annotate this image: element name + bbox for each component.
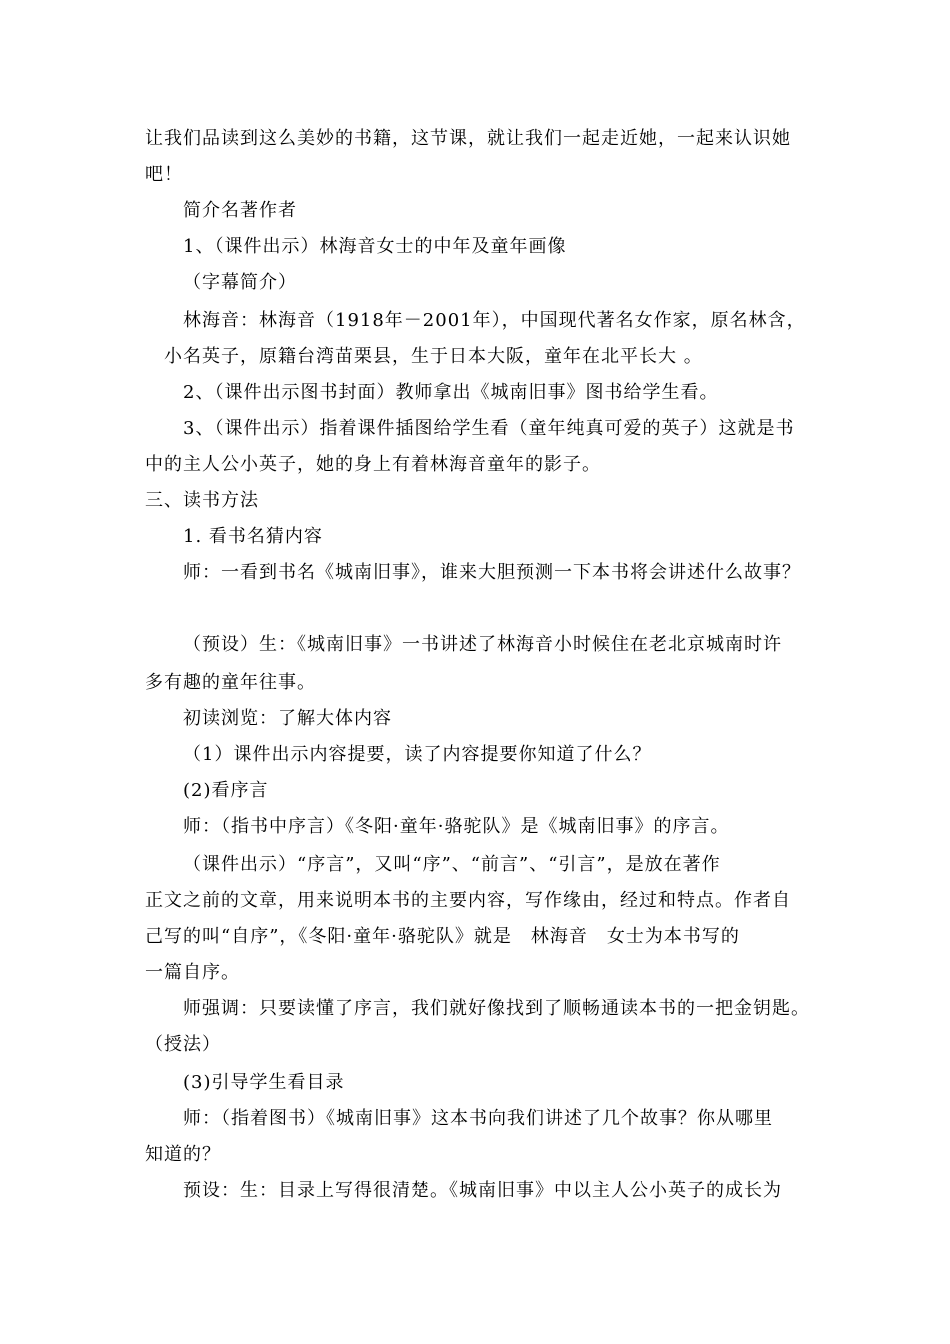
text-line: 1、（课件出示）林海音女士的中年及童年画像 bbox=[183, 236, 567, 257]
text-line: （预设）生：《城南旧事》一书讲述了林海音小时候住在老北京城南时许 bbox=[183, 634, 782, 655]
text-line: （课件出示）“序言”，又叫“序”、“前言”、“引言”，是放在著作 bbox=[183, 854, 721, 875]
text-line: 一篇自序。 bbox=[145, 962, 240, 983]
section-heading: 简介名著作者 bbox=[183, 200, 297, 221]
section-heading: 初读浏览：了解大体内容 bbox=[183, 708, 392, 729]
text-line: 林海音：林海音（1918年－2001年），中国现代著名女作家，原名林含， bbox=[183, 310, 806, 331]
text-line: 己写的叫“自序”，《冬阳·童年·骆驼队》就是 林海音 女士为本书写的 bbox=[145, 926, 740, 947]
text-line: （字幕简介） bbox=[183, 272, 297, 293]
text-line: 师：（指书中序言）《冬阳·童年·骆驼队》是《城南旧事》的序言。 bbox=[183, 816, 730, 837]
text-line: 正文之前的文章，用来说明本书的主要内容，写作缘由，经过和特点。作者自 bbox=[145, 890, 791, 911]
text-line: 吧！ bbox=[145, 164, 183, 185]
text-line: 知道的？ bbox=[145, 1144, 221, 1165]
text-line: 师：（指着图书）《城南旧事》这本书向我们讲述了几个故事？你从哪里 bbox=[183, 1108, 773, 1129]
text-line: （授法） bbox=[145, 1034, 221, 1055]
section-heading: 三、读书方法 bbox=[145, 490, 259, 511]
text-line: 师：一看到书名《城南旧事》，谁来大胆预测一下本书将会讲述什么故事？ bbox=[183, 562, 801, 583]
text-line: 师强调：只要读懂了序言，我们就好像找到了顺畅通读本书的一把金钥匙。 bbox=[183, 998, 810, 1019]
text-line: 2、（课件出示图书封面）教师拿出《城南旧事》图书给学生看。 bbox=[183, 382, 719, 403]
section-heading: (2)看序言 bbox=[183, 780, 269, 801]
text-line: 多有趣的童年往事。 bbox=[145, 672, 316, 693]
text-line: 让我们品读到这么美妙的书籍，这节课，就让我们一起走近她，一起来认识她 bbox=[145, 128, 791, 149]
text-line: 中的主人公小英子，她的身上有着林海音童年的影子。 bbox=[145, 454, 601, 475]
text-line: （1）课件出示内容提要，读了内容提要你知道了什么？ bbox=[183, 744, 652, 765]
text-line: 预设：生：目录上写得很清楚。《城南旧事》中以主人公小英子的成长为 bbox=[183, 1180, 782, 1201]
text-line: 小名英子，原籍台湾苗栗县，生于日本大阪，童年在北平长大 。 bbox=[164, 346, 703, 367]
section-heading: 1. 看书名猜内容 bbox=[183, 526, 323, 547]
text-line: 3、（课件出示）指着课件插图给学生看（童年纯真可爱的英子）这就是书 bbox=[183, 418, 795, 439]
section-heading: (3)引导学生看目录 bbox=[183, 1072, 345, 1093]
